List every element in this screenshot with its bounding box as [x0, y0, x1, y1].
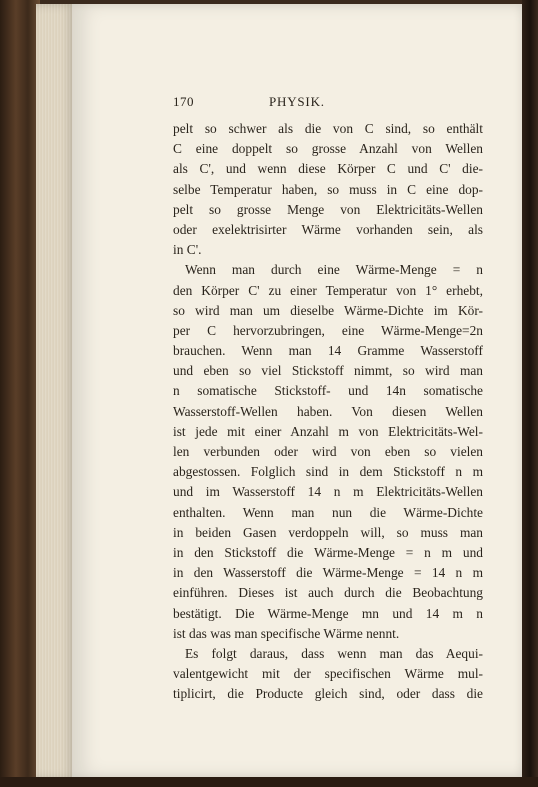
- text-line: ist das was man specifische Wärme nennt.: [173, 625, 400, 641]
- text-line: Wasserstoff-Wellen haben. Von diesen Wellen: [173, 403, 483, 419]
- text-line: abgestossen. Folglich sind in dem Stickstoff n m: [173, 464, 483, 480]
- body-text: [173, 119, 483, 704]
- text-line: und im Wasserstoff 14 n m Elektricitäts-Wellen: [173, 484, 483, 500]
- text-line: n somatische Stickstoff- und 14n somatische: [173, 383, 483, 399]
- book-bottom-edge: [0, 777, 538, 787]
- text-line: valentgewicht mit der specifischen Wärme mul-: [173, 666, 483, 682]
- text-line: oder exelektrisirter Wärme vorhanden sein, als: [173, 221, 483, 237]
- text-line: so wird man um dieselbe Wärme-Dichte im Kör-: [173, 302, 483, 318]
- text-line: als C', und wenn diese Körper C und C' die-: [173, 161, 483, 177]
- text-line: in C'.: [173, 242, 202, 258]
- book-gutter-right: [522, 0, 538, 787]
- text-line: brauchen. Wenn man 14 Gramme Wasserstoff: [173, 343, 483, 359]
- page-stack-edges: [36, 4, 76, 779]
- book-cover-edge: [0, 0, 40, 787]
- text-line: C eine doppelt so grosse Anzahl von Wellen: [173, 141, 483, 157]
- text-line: pelt so grosse Menge von Elektricitäts-Wellen: [173, 201, 483, 217]
- text-line: in den Stickstoff die Wärme-Menge = n m und: [173, 544, 483, 560]
- text-line: tiplicirt, die Producte gleich sind, oder dass die: [173, 686, 483, 702]
- page-number: 170: [173, 94, 194, 109]
- text-line: und eben so viel Stickstoff nimmt, so wird man: [173, 363, 483, 379]
- text-line: len verbunden oder wird von eben so vielen: [173, 444, 483, 459]
- text-line: per C hervorzubringen, eine Wärme-Menge=2n: [173, 322, 483, 338]
- text-line: den Körper C' zu einer Temperatur von 1° erhebt,: [173, 282, 483, 298]
- text-line: selbe Temperatur haben, so muss in C eine dop-: [173, 181, 483, 197]
- text-line: bestätigt. Die Wärme-Menge mn und 14 m n: [173, 605, 483, 621]
- text-line: Es folgt daraus, dass wenn man das Aequi-: [185, 645, 483, 661]
- running-title: PHYSIK.: [269, 94, 325, 109]
- text-line: in den Wasserstoff die Wärme-Menge = 14 n m: [173, 565, 483, 581]
- text-line: pelt so schwer als die von C sind, so enthält: [173, 121, 483, 136]
- text-line: ist jede mit einer Anzahl m von Elektricitäts-Wel-: [173, 423, 483, 439]
- text-line: in beiden Gasen verdoppeln will, so muss man: [173, 524, 483, 540]
- page-header: [173, 94, 483, 112]
- text-line: einführen. Dieses ist auch durch die Beobachtung: [173, 585, 483, 601]
- text-line: enthalten. Wenn man nun die Wärme-Dichte: [173, 504, 483, 520]
- text-line: Wenn man durch eine Wärme-Menge = n: [185, 262, 483, 278]
